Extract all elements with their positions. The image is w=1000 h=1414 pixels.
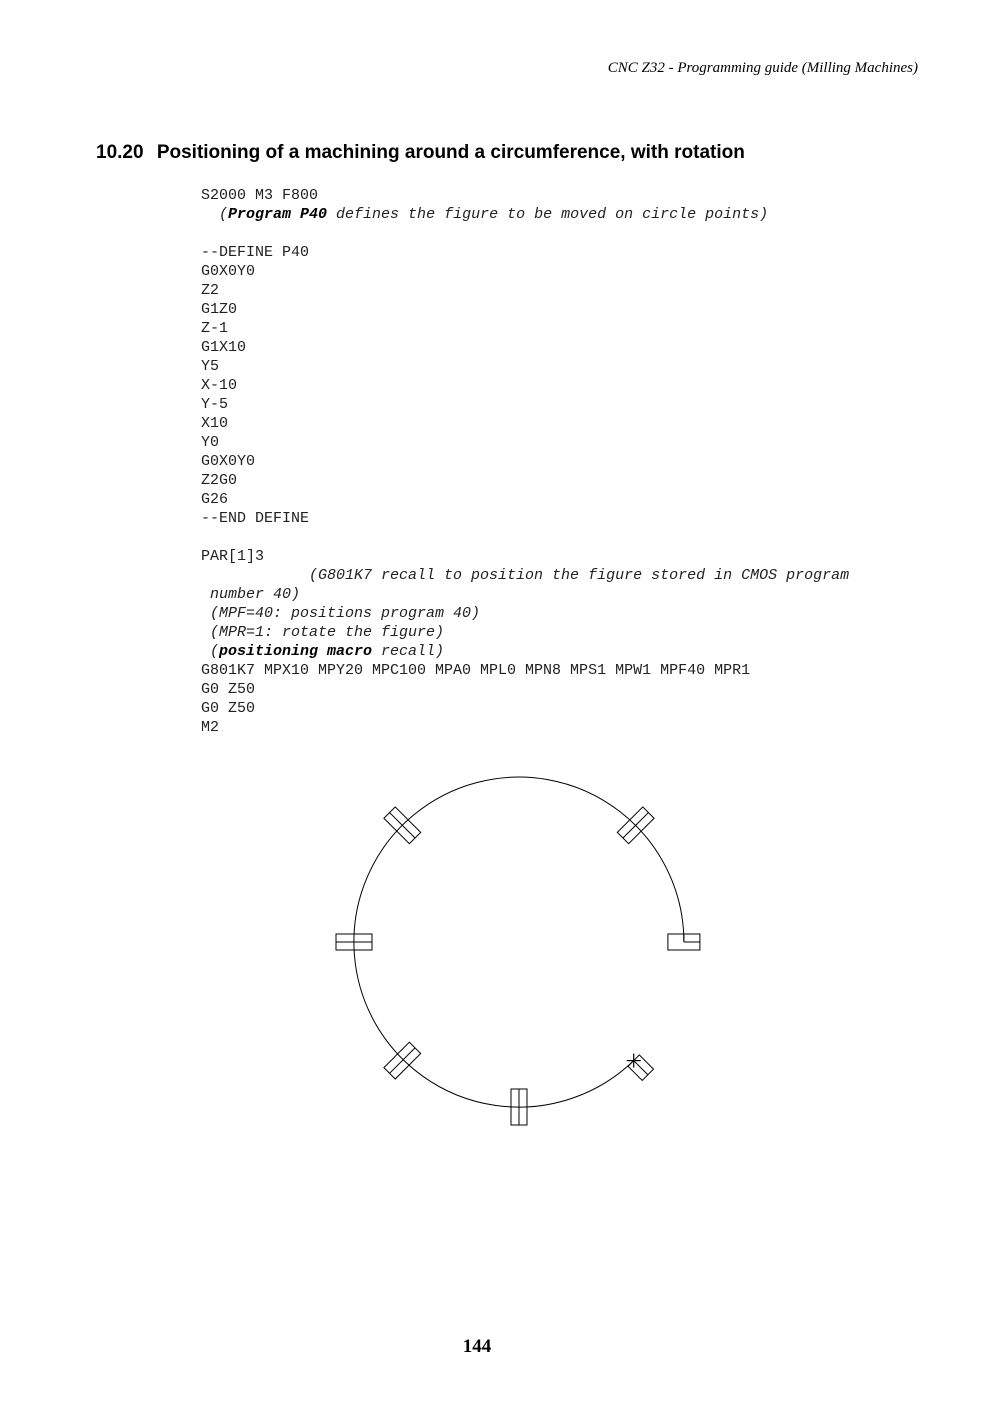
workpiece-figure [668,934,700,950]
code-line [201,680,849,699]
code-line [201,661,849,680]
code-text: G1Z0 [201,301,238,318]
code-text: PAR[1]3 [201,548,265,565]
code-text: Z2 [201,282,220,299]
code-emphasis: Program P40 [228,206,328,223]
code-line [201,528,849,547]
code-text: G0X0Y0 [201,453,256,470]
code-line [201,186,849,205]
code-text: --END DEFINE [201,510,310,527]
section-heading [96,142,745,164]
code-text: G0 Z50 [201,681,256,698]
code-text: ( [201,206,229,223]
code-line [201,585,849,604]
code-text: Z2G0 [201,472,238,489]
section-title-text: Positioning of a machining around a circumference, with rotation [156,142,745,163]
code-line [201,281,849,300]
code-line [201,433,849,452]
code-text: X-10 [201,377,238,394]
code-line [201,471,849,490]
code-text: defines the figure to be moved on circle points) [327,206,769,223]
code-text: Z-1 [201,320,229,337]
code-text: (G801K7 recall to position the figure stored in CMOS program [201,567,850,584]
code-line [201,642,849,661]
code-text: G0 Z50 [201,700,256,717]
code-line [201,395,849,414]
code-line [201,452,849,471]
code-text: G1X10 [201,339,247,356]
code-line [201,319,849,338]
code-line [201,547,849,566]
code-text: G801K7 MPX10 MPY20 MPC100 MPA0 MPL0 MPN8 MPS1 MPW1 MPF40 MPR1 [201,662,751,679]
code-line [201,509,849,528]
workpiece-figure [617,807,654,844]
code-line [201,718,849,737]
code-text: recall) [372,643,445,660]
code-text: Y0 [201,434,220,451]
workpiece-figure [336,934,372,950]
circle-path [354,777,684,1107]
code-line [201,300,849,319]
code-text: (MPF=40: positions program 40) [201,605,481,622]
program-listing [201,186,849,737]
code-text: S2000 M3 F800 [201,187,319,204]
code-line [201,623,849,642]
section-number: 10.20 [96,142,144,163]
code-line [201,243,849,262]
code-line [201,338,849,357]
code-text: G0X0Y0 [201,263,256,280]
code-line [201,262,849,281]
code-text: Y5 [201,358,220,375]
page-number: 144 [462,1336,492,1357]
workpiece-figure [384,1042,421,1079]
code-line [201,224,849,243]
running-header: CNC Z32 - Programming guide (Milling Machines) [607,60,918,76]
start-point-marker [627,1054,641,1068]
code-line [201,205,849,224]
code-line [201,357,849,376]
code-line [201,699,849,718]
code-line [201,490,849,509]
code-text: X10 [201,415,229,432]
code-text: M2 [201,719,220,736]
code-line [201,604,849,623]
code-line [201,376,849,395]
code-text: (MPR=1: rotate the figure) [201,624,445,641]
code-text: ( [201,643,220,660]
code-line [201,566,849,585]
workpiece-figure [384,807,421,844]
workpiece-figure [628,1055,653,1080]
code-emphasis: positioning macro [219,643,373,660]
code-text: --DEFINE P40 [201,244,310,261]
workpiece-figure [511,1089,527,1125]
code-text: Y-5 [201,396,229,413]
code-text: G26 [201,491,229,508]
code-line [201,414,849,433]
code-text: number 40) [201,586,301,603]
